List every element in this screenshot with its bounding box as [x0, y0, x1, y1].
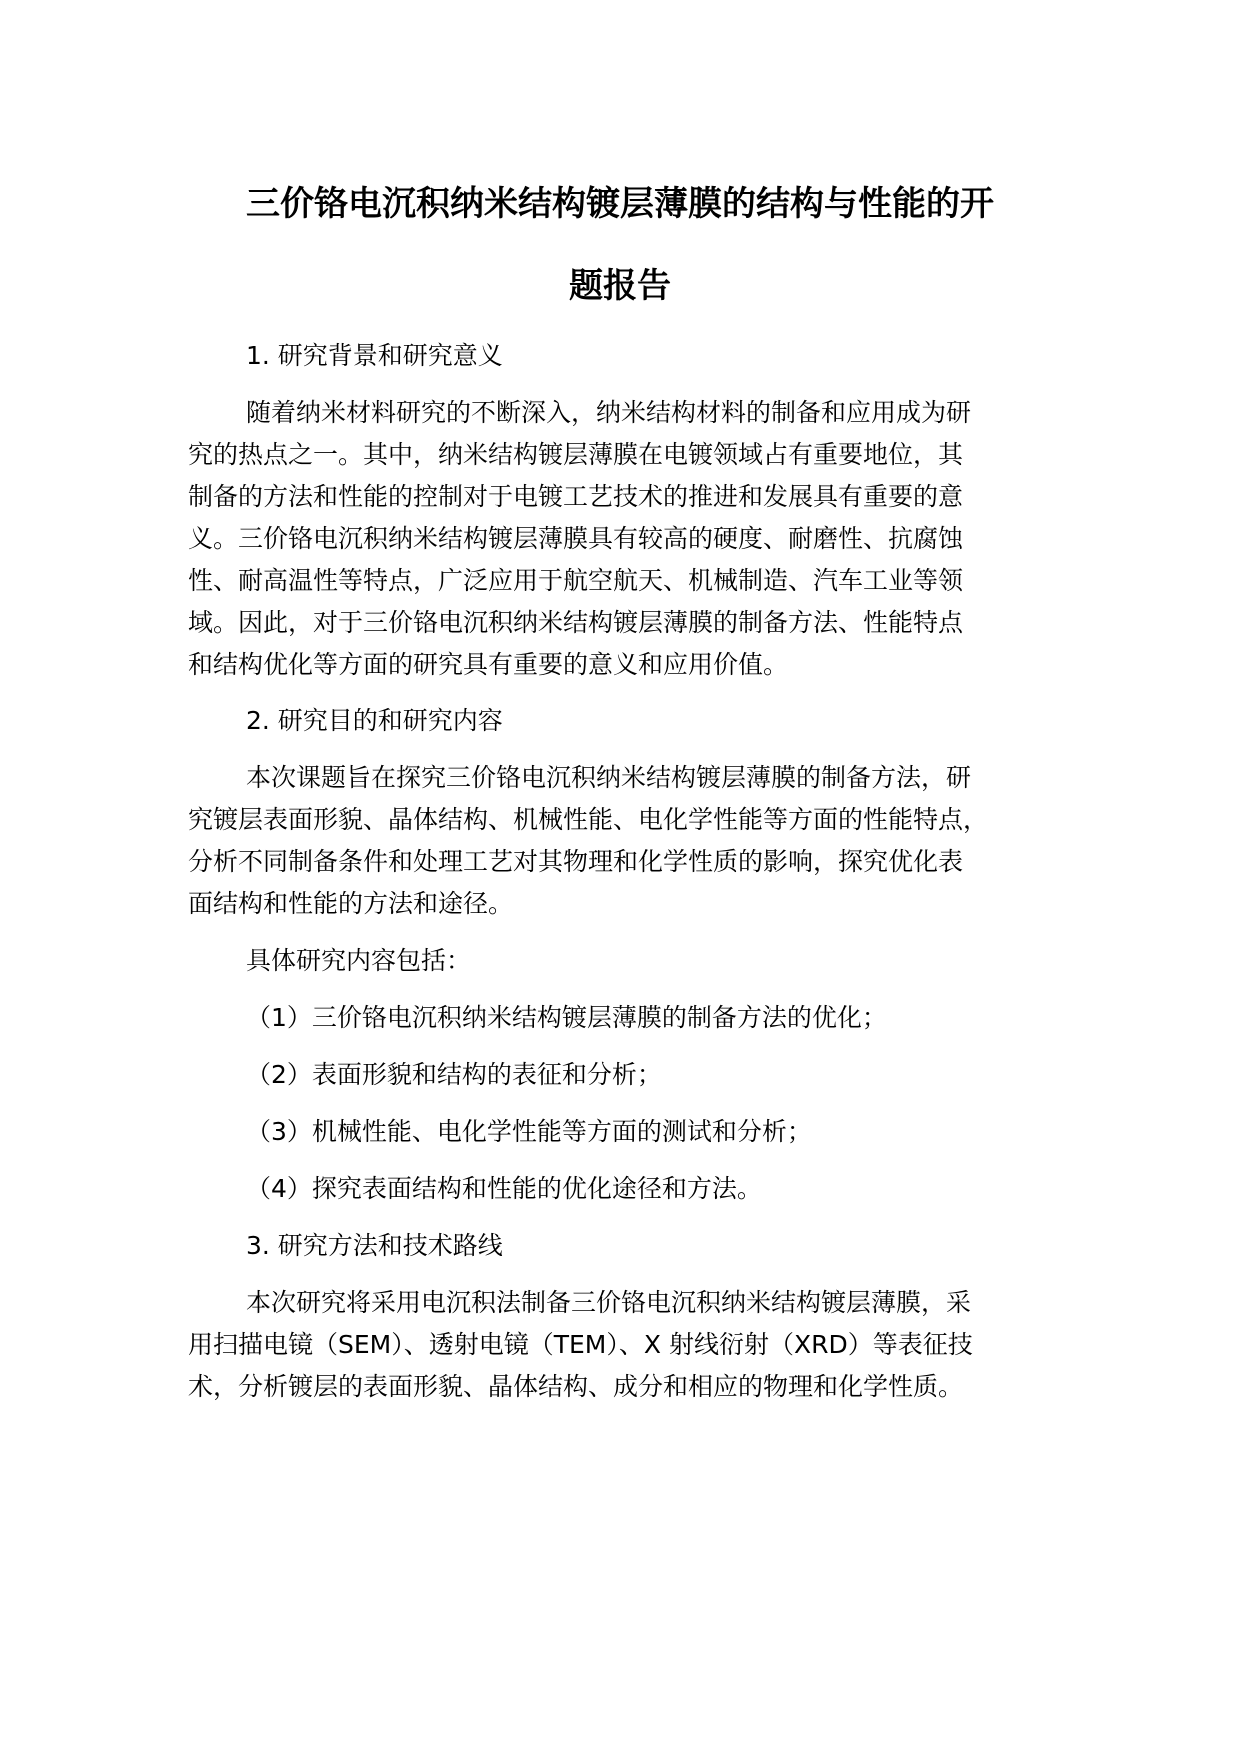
section-2-paragraph-line: 本次课题旨在探究三价铬电沉积纳米结构镀层薄膜的制备方法，研 [246, 763, 972, 792]
document-title-line-1: 三价铬电沉积纳米结构镀层薄膜的结构与性能的开 [246, 184, 994, 224]
section-1-paragraph-line: 究的热点之一。其中，纳米结构镀层薄膜在电镀领域占有重要地位，其 [188, 440, 964, 469]
section-1-paragraph-line: 随着纳米材料研究的不断深入，纳米结构材料的制备和应用成为研 [246, 398, 972, 427]
section-3-paragraph-line: 术，分析镀层的表面形貌、晶体结构、成分和相应的物理和化学性质。 [188, 1372, 964, 1401]
section-1-heading: 1. 研究背景和研究意义 [246, 341, 503, 370]
section-3-heading: 3. 研究方法和技术路线 [246, 1231, 503, 1260]
section-1-paragraph-line: 和结构优化等方面的研究具有重要的意义和应用价值。 [188, 650, 789, 679]
section-3-paragraph-line: 本次研究将采用电沉积法制备三价铬电沉积纳米结构镀层薄膜，采 [246, 1288, 972, 1317]
section-2-paragraph-line: 分析不同制备条件和处理工艺对其物理和化学性质的影响，探究优化表 [188, 847, 964, 876]
document-title-line-2: 题报告 [569, 266, 671, 306]
content-list-item: （3）机械性能、电化学性能等方面的测试和分析； [246, 1117, 812, 1146]
section-2-paragraph-line: 究镀层表面形貌、晶体结构、机械性能、电化学性能等方面的性能特点， [188, 805, 989, 834]
content-list-item: （1）三价铬电沉积纳米结构镀层薄膜的制备方法的优化； [246, 1003, 887, 1032]
section-1-paragraph-line: 性、耐高温性等特点，广泛应用于航空航天、机械制造、汽车工业等领 [188, 566, 964, 595]
content-intro: 具体研究内容包括： [246, 946, 472, 975]
section-1-paragraph-line: 制备的方法和性能的控制对于电镀工艺技术的推进和发展具有重要的意 [188, 482, 964, 511]
content-list-item: （4）探究表面结构和性能的优化途径和方法。 [246, 1174, 762, 1203]
section-1-paragraph-line: 域。因此，对于三价铬电沉积纳米结构镀层薄膜的制备方法、性能特点 [188, 608, 964, 637]
section-3-paragraph-line: 用扫描电镜（SEM）、透射电镜（TEM）、X 射线衍射（XRD）等表征技 [188, 1330, 973, 1359]
content-list-item: （2）表面形貌和结构的表征和分析； [246, 1060, 662, 1089]
section-1-paragraph-line: 义。三价铬电沉积纳米结构镀层薄膜具有较高的硬度、耐磨性、抗腐蚀 [188, 524, 964, 553]
section-2-paragraph-line: 面结构和性能的方法和途径。 [188, 889, 514, 918]
section-2-heading: 2. 研究目的和研究内容 [246, 706, 503, 735]
